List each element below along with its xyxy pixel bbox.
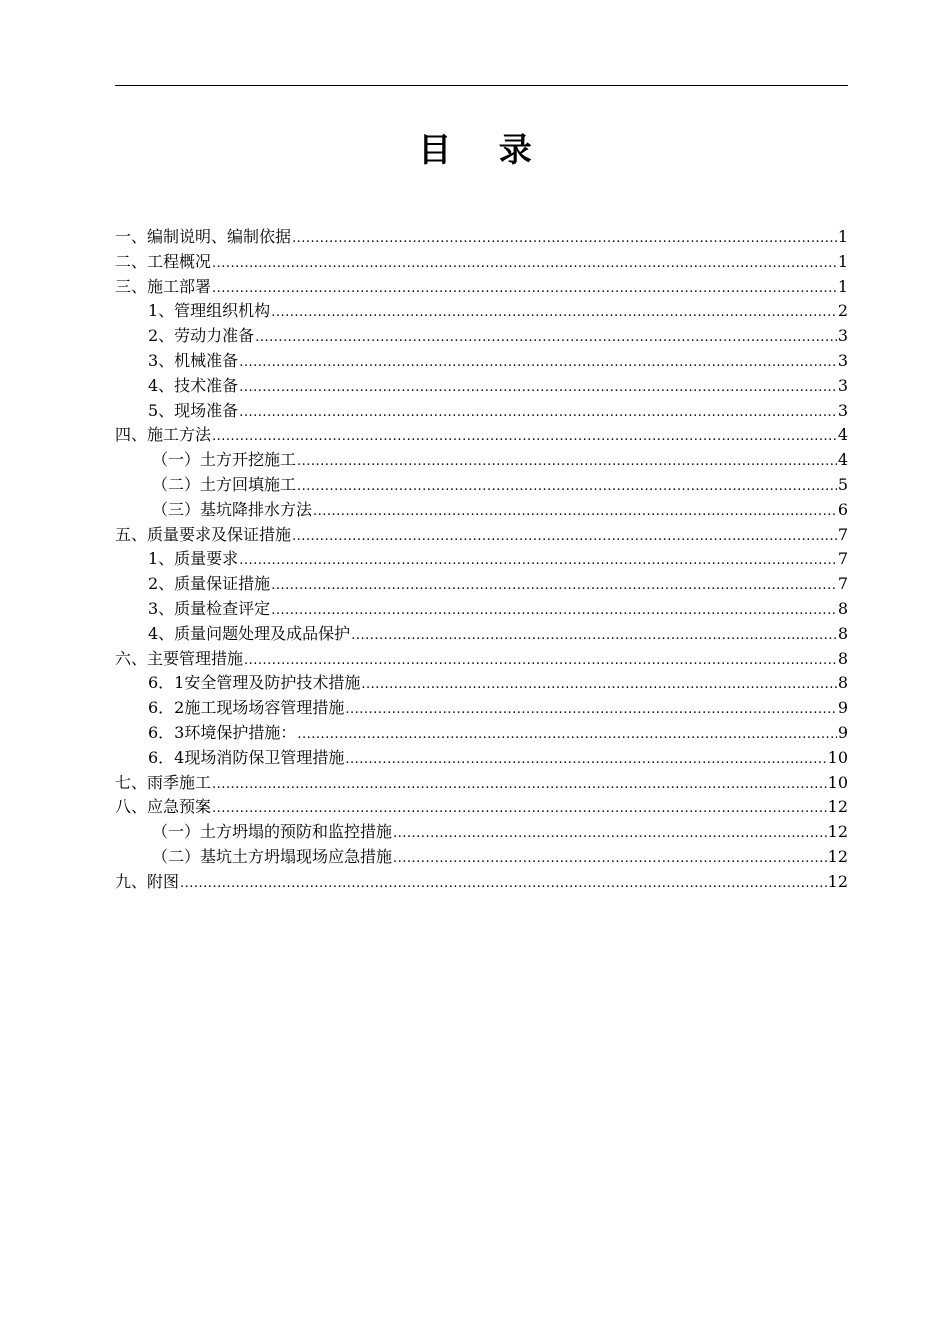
toc-dot-leader [212, 425, 837, 450]
toc-entry-page-number: 3 [837, 326, 848, 346]
toc-dot-leader [345, 748, 826, 773]
toc-entry-label: 2、劳动力准备 [148, 326, 255, 346]
toc-entry[interactable] [115, 647, 848, 672]
toc-entry-page-number: 7 [837, 524, 848, 544]
toc-entry-page-number: 9 [837, 698, 848, 718]
toc-entry[interactable] [115, 547, 848, 572]
toc-entry-page-number: 1 [837, 227, 848, 246]
toc-entry-page-number: 6 [837, 499, 848, 519]
toc-entry-label: 二、工程概况 [115, 251, 212, 271]
toc-entry-label: 6．4现场消防保卫管理措施 [148, 747, 345, 767]
toc-entry-page-number: 8 [837, 648, 848, 668]
toc-entry[interactable] [115, 399, 848, 424]
toc-entry-label: （二）基坑土方坍塌现场应急措施 [152, 846, 393, 866]
page-title: 目 录 [418, 130, 550, 169]
toc-entry[interactable] [115, 349, 848, 374]
toc-dot-leader [212, 277, 837, 302]
toc-entry-page-number: 1 [837, 276, 848, 296]
toc-dot-leader [271, 574, 837, 599]
toc-entry-page-number: 4 [837, 450, 848, 470]
toc-entry[interactable] [115, 299, 848, 324]
toc-entry[interactable] [115, 771, 848, 796]
toc-entry-page-number: 12 [827, 846, 848, 866]
toc-entry[interactable] [115, 820, 848, 845]
toc-entry-page-number: 9 [837, 722, 848, 742]
toc-dot-leader [393, 847, 827, 872]
toc-entry-page-number: 5 [837, 474, 848, 494]
toc-entry-label: 九、附图 [115, 871, 180, 891]
toc-entry[interactable] [115, 448, 848, 473]
toc-entry-label: 八、应急预案 [115, 797, 212, 817]
toc-dot-leader [212, 797, 827, 822]
toc-entry[interactable] [115, 622, 848, 647]
toc-entry[interactable] [115, 225, 848, 250]
toc-entry-page-number: 3 [837, 400, 848, 420]
toc-dot-leader [180, 872, 827, 897]
toc-entry-page-number: 10 [827, 772, 848, 792]
toc-entry-page-number: 4 [837, 425, 848, 445]
toc-dot-leader [271, 301, 837, 326]
toc-list [115, 225, 848, 895]
toc-entry-page-number: 3 [837, 350, 848, 370]
toc-dot-leader [351, 624, 837, 649]
toc-entry-page-number: 2 [837, 301, 848, 321]
toc-dot-leader [292, 227, 837, 252]
toc-entry-label: 三、施工部署 [115, 276, 212, 296]
toc-dot-leader [212, 773, 827, 798]
toc-entry[interactable] [115, 275, 848, 300]
toc-dot-leader [239, 401, 837, 426]
toc-entry[interactable] [115, 250, 848, 275]
toc-entry[interactable] [115, 721, 848, 746]
toc-dot-leader [239, 549, 837, 574]
toc-entry-label: 6．1安全管理及防护技术措施 [148, 673, 361, 693]
toc-entry-page-number: 12 [827, 822, 848, 842]
toc-dot-leader [255, 326, 837, 351]
toc-entry-label: 四、施工方法 [115, 425, 212, 445]
toc-entry-page-number: 1 [837, 251, 848, 271]
toc-entry-label: 一、编制说明、编制依据 [115, 227, 292, 246]
header-rule [115, 85, 848, 86]
toc-dot-leader [297, 475, 837, 500]
toc-dot-leader [239, 376, 837, 401]
toc-entry-page-number: 12 [827, 797, 848, 817]
toc-entry-label: 3、质量检查评定 [148, 598, 271, 618]
toc-entry-label: 4、技术准备 [148, 375, 239, 395]
toc-dot-leader [361, 673, 836, 698]
toc-entry-label: 1、质量要求 [148, 549, 239, 569]
toc-entry-label: 五、质量要求及保证措施 [115, 524, 292, 544]
toc-entry[interactable] [115, 746, 848, 771]
toc-entry-label: 2、质量保证措施 [148, 574, 271, 594]
toc-entry-page-number: 8 [837, 673, 848, 693]
toc-entry-page-number: 7 [837, 549, 848, 569]
toc-dot-leader [345, 698, 836, 723]
toc-entry[interactable] [115, 498, 848, 523]
toc-entry[interactable] [115, 696, 848, 721]
toc-dot-leader [239, 351, 837, 376]
toc-dot-leader [393, 822, 827, 847]
toc-entry[interactable] [115, 473, 848, 498]
toc-entry[interactable] [115, 572, 848, 597]
toc-dot-leader [212, 252, 837, 277]
toc-entry[interactable] [115, 523, 848, 548]
toc-entry-label: （一）土方坍塌的预防和监控措施 [152, 822, 393, 842]
toc-entry-label: 6．3环境保护措施： [148, 722, 297, 742]
toc-dot-leader [297, 450, 837, 475]
toc-entry-label: 1、管理组织机构 [148, 301, 271, 321]
toc-entry-page-number: 10 [827, 747, 848, 767]
toc-dot-leader [297, 723, 836, 748]
toc-entry[interactable] [115, 597, 848, 622]
toc-entry[interactable] [115, 324, 848, 349]
toc-dot-leader [271, 599, 837, 624]
toc-entry[interactable] [115, 795, 848, 820]
toc-entry[interactable] [115, 423, 848, 448]
toc-entry-label: 6．2施工现场场容管理措施 [148, 698, 345, 718]
toc-entry-label: 六、主要管理措施 [115, 648, 244, 668]
toc-entry-label: （三）基坑降排水方法 [152, 499, 313, 519]
toc-dot-leader [292, 525, 837, 550]
toc-entry-page-number: 8 [837, 598, 848, 618]
toc-entry-page-number: 12 [827, 871, 848, 891]
toc-entry[interactable] [115, 374, 848, 399]
toc-entry-label: （一）土方开挖施工 [152, 450, 297, 470]
toc-entry[interactable] [115, 845, 848, 870]
toc-entry-label: 4、质量问题处理及成品保护 [148, 623, 351, 643]
toc-entry-page-number: 3 [837, 375, 848, 395]
toc-entry-page-number: 7 [837, 574, 848, 594]
toc-entry-label: 七、雨季施工 [115, 772, 212, 792]
toc-dot-leader [244, 649, 837, 674]
toc-entry-label: （二）土方回填施工 [152, 474, 297, 494]
toc-dot-leader [313, 500, 837, 525]
toc-entry[interactable] [115, 671, 848, 696]
toc-entry[interactable] [115, 870, 848, 895]
toc-entry-label: 5、现场准备 [148, 400, 239, 420]
toc-entry-page-number: 8 [837, 623, 848, 643]
toc-entry-label: 3、机械准备 [148, 350, 239, 370]
